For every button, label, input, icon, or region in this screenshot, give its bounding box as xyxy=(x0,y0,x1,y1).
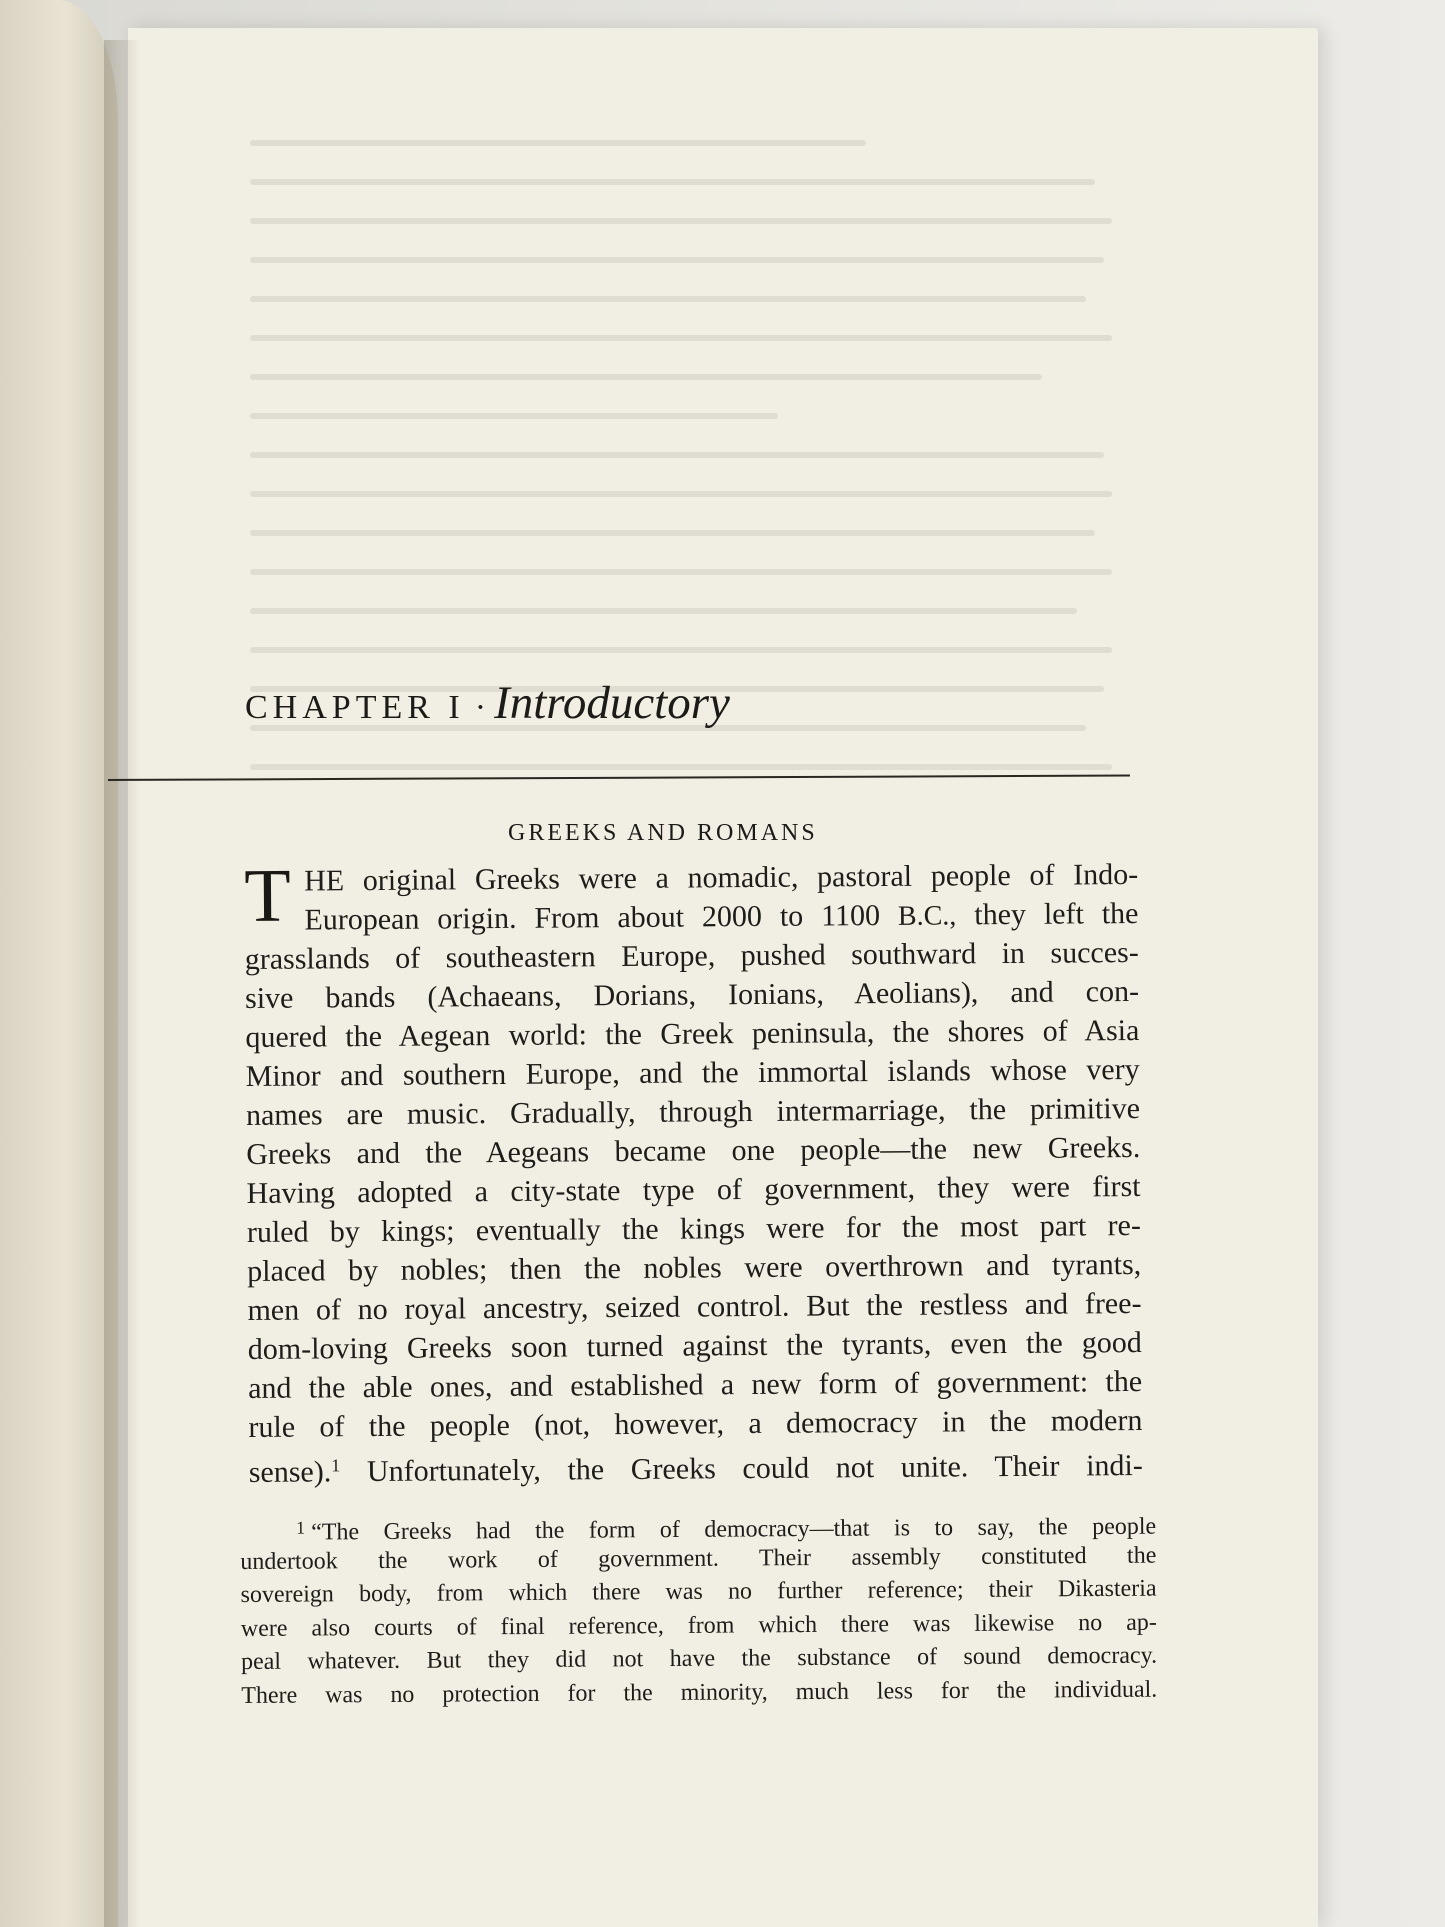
body-line: Minor and southern Europe, and the immortal islands whose very xyxy=(245,1052,1140,1093)
chapter-heading xyxy=(245,676,730,730)
body-line: quered the Aegean world: the Greek peninsula, the shores of Asia xyxy=(245,1013,1140,1054)
chapter-separator: · xyxy=(474,689,487,726)
footnote-marker: 1 xyxy=(296,1517,306,1538)
section-heading: GREEKS AND ROMANS xyxy=(508,820,818,846)
body-line: dom-loving Greeks soon turned against the tyrants, even the good xyxy=(247,1325,1142,1366)
footnote-line: $^1$ “The Greeks had the form of democracy—that is to say, the people xyxy=(296,1513,1157,1546)
footnote-line: There was no protection for the minority, much less for the individual. xyxy=(241,1676,1158,1709)
chapter-label: CHAPTER I xyxy=(245,689,465,726)
body-line: names are music. Gradually, through intermarriage, the primitive xyxy=(245,1091,1141,1132)
body-line: Having adopted a city-state type of government, they were first xyxy=(246,1169,1141,1210)
body-line: and the able ones, and established a new form of government: the xyxy=(248,1364,1143,1405)
body-line: European origin. From about 2000 to 1100 B.C., they left the xyxy=(304,896,1139,937)
footnote-line: were also courts of final reference, from which there was likewise no ap- xyxy=(240,1609,1157,1642)
body-line: rule of the people (not, however, a democracy in the modern xyxy=(248,1403,1143,1444)
footnote-reference: 1 xyxy=(331,1455,341,1476)
drop-cap: T xyxy=(243,853,292,938)
body-text xyxy=(243,853,1143,1489)
era-abbreviation: B.C., xyxy=(897,900,957,932)
body-line: T HE original Greeks were a nomadic, pastoral people of Indo- xyxy=(243,853,1139,938)
body-line: sense).$^1$ Unfortunately, the Greeks could not unite. Their indi- xyxy=(248,1448,1143,1489)
show-through-text xyxy=(250,140,1130,860)
book-gutter-shadow xyxy=(104,40,140,1927)
footnote-line: undertook the work of government. Their assembly constituted the xyxy=(240,1542,1157,1575)
body-line: grasslands of southeastern Europe, pushed southward in succes- xyxy=(244,935,1139,976)
chapter-title: Introductory xyxy=(494,677,730,729)
body-line: placed by nobles; then the nobles were overthrown and tyrants, xyxy=(247,1247,1142,1288)
footnote-line: sovereign body, from which there was no further reference; their Dikasteria xyxy=(240,1575,1157,1608)
body-line: sive bands (Achaeans, Dorians, Ionians, Aeolians), and con- xyxy=(244,974,1140,1015)
body-line: men of no royal ancestry, seized control. But the restless and free- xyxy=(247,1286,1142,1327)
facing-page-edge xyxy=(0,0,118,1927)
body-line: Greeks and the Aegeans became one people—the new Greeks. xyxy=(246,1130,1141,1171)
body-line: ruled by kings; eventually the kings were for the most part re- xyxy=(246,1208,1142,1249)
footnote-line: peal whatever. But they did not have the substance of sound democracy. xyxy=(240,1642,1158,1675)
footnote xyxy=(240,1506,1157,1713)
